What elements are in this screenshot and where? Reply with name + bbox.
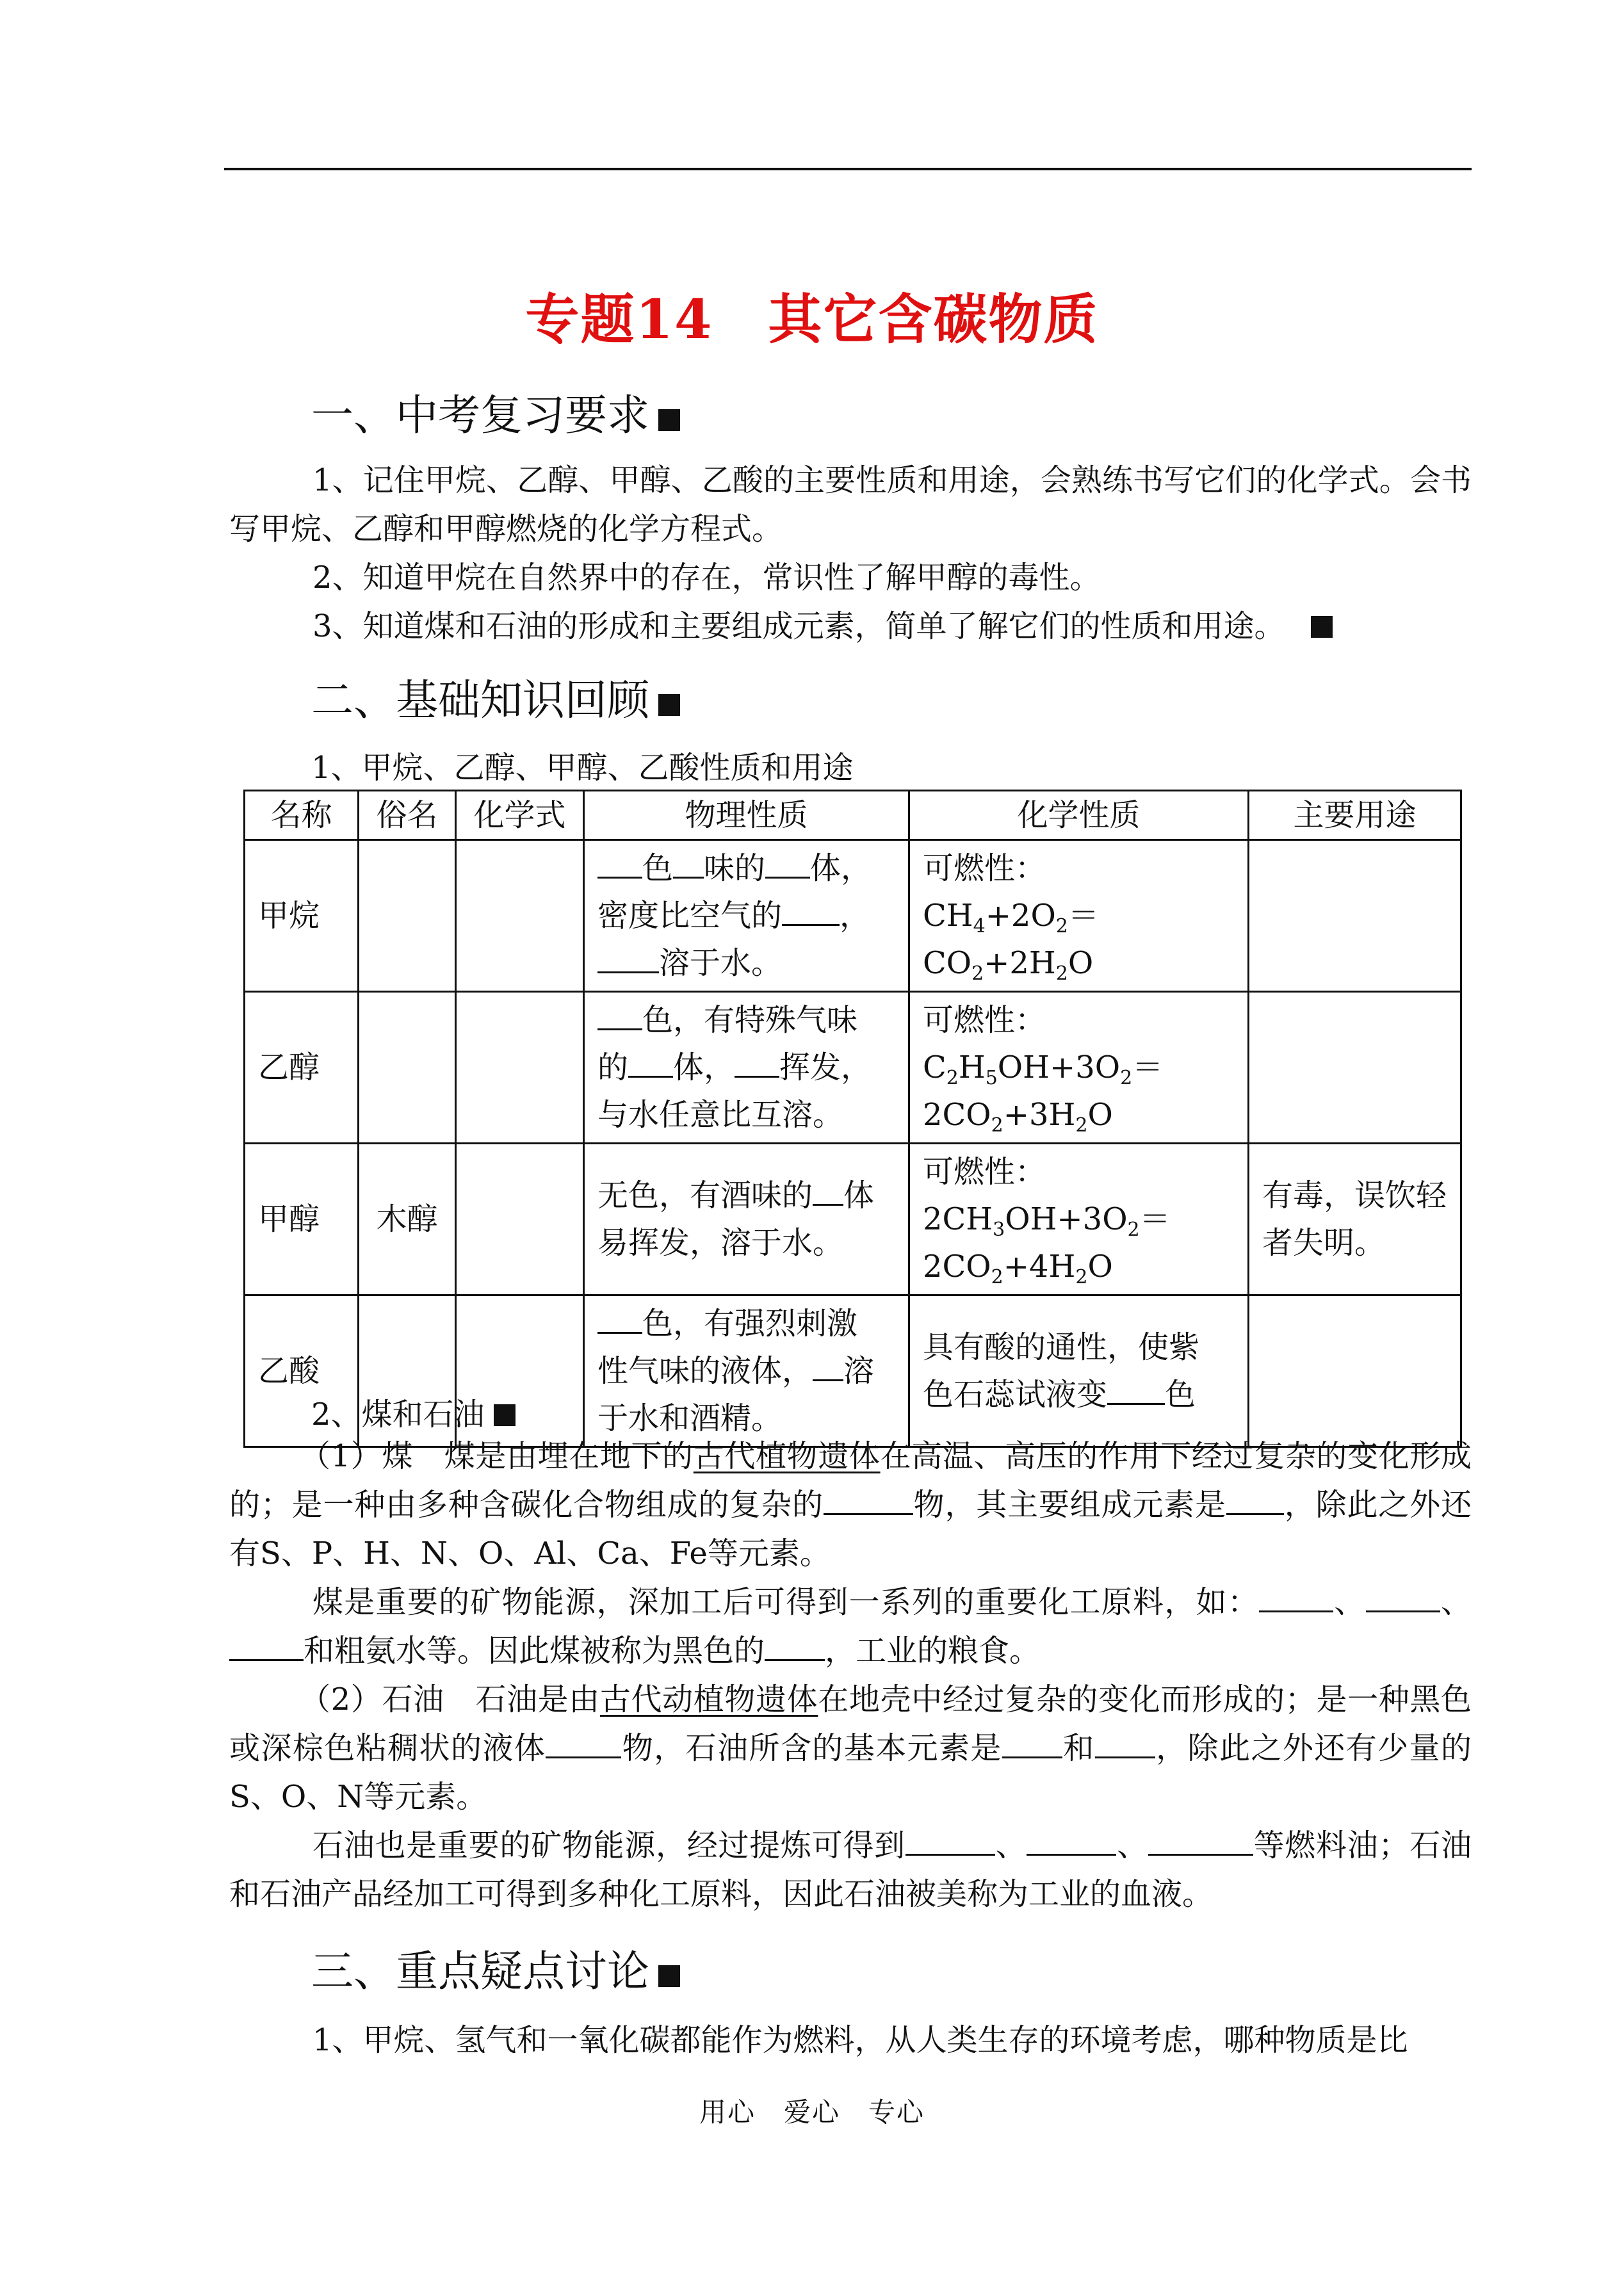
- page-title: 专题14 其它含碳物质: [525, 288, 1099, 351]
- cell-use: [1249, 1295, 1461, 1447]
- cell-use: 有毒，误饮轻者失明。: [1249, 1144, 1461, 1295]
- requirement-3-text: 3、知道煤和石油的形成和主要组成元素，简单了解它们的性质和用途。: [313, 608, 1285, 644]
- text: 味的: [704, 850, 766, 886]
- coal-oil-heading: [311, 1390, 516, 1434]
- text: 色，有强烈刺激: [642, 1306, 858, 1342]
- underlined-text: 古代动植物遗体: [599, 1682, 818, 1717]
- text: 物，其主要组成元素是: [913, 1487, 1226, 1523]
- cell-name: 乙醇: [245, 992, 359, 1144]
- discussion-1: 1、甲烷、氢气和一氧化碳都能作为燃料，从人类生存的环境考虑，哪种物质是比: [313, 2022, 1408, 2058]
- text: 色石蕊试液变: [923, 1377, 1108, 1413]
- text: 挥发，: [779, 1050, 872, 1085]
- section-heading-basics: [311, 666, 680, 727]
- table-header-row: [245, 791, 1461, 840]
- blank-line: [1226, 1488, 1284, 1515]
- cell-chemical: [909, 992, 1249, 1144]
- text: 溶: [843, 1353, 875, 1389]
- cell-formula: [456, 840, 584, 992]
- blank-line: [765, 1634, 825, 1661]
- text: 等燃料油；石油和石油产品经加工可得到多种化工原料，因此石油被美称为工业的血液。: [229, 1828, 1472, 1912]
- header-use: 主要用途: [1249, 791, 1461, 840]
- square-bullet-icon: [658, 694, 680, 716]
- underlined-text: 古代植物遗体: [693, 1438, 881, 1474]
- square-bullet-icon: [658, 409, 680, 431]
- blank-line: [782, 898, 840, 926]
- cell-physical: [584, 992, 909, 1144]
- equation: $C_2H_5OH+3O_2=2CO_2+3H_2O$: [923, 1050, 1164, 1137]
- header-rule: [224, 168, 1472, 170]
- chem-label: 可燃性：: [923, 1002, 1046, 1038]
- coal-uses-paragraph: [229, 1578, 1472, 1675]
- text: 、: [1440, 1584, 1472, 1620]
- cell-alias: [359, 840, 456, 992]
- cell-use: [1249, 992, 1461, 1144]
- cell-name: 乙酸: [245, 1295, 359, 1447]
- text: 与水任意比互溶。: [597, 1097, 844, 1133]
- text: 物，石油所含的基本元素是: [621, 1730, 1002, 1766]
- blank-line: [1259, 1585, 1333, 1612]
- equation: $2CH_3OH+3O_2=2CO_2+4H_2O$: [923, 1201, 1171, 1288]
- heading-text: 2、煤和石油: [311, 1397, 485, 1432]
- blank-line: [673, 851, 704, 879]
- blank-line: [735, 1050, 779, 1078]
- section-heading-text: 二、基础知识回顾: [311, 676, 649, 725]
- blank-line: [546, 1731, 621, 1758]
- text: 在地壳中经过复杂的变化而形成的；是一种黑色或深棕色粘稠状的液体: [229, 1682, 1472, 1766]
- text: 的: [597, 1050, 629, 1085]
- cell-chemical: [909, 1295, 1249, 1447]
- blank-line: [628, 1050, 673, 1078]
- coal-paragraph: [229, 1432, 1472, 1578]
- oil-paragraph: [229, 1675, 1472, 1821]
- header-alias: 俗名: [359, 791, 456, 840]
- cell-formula: [456, 1144, 584, 1295]
- header-chemical: 化学性质: [909, 791, 1249, 840]
- section-heading-requirements: [311, 381, 680, 442]
- text: （2）石油 石油是由: [300, 1682, 600, 1717]
- text: 在高温、高压的作用下经过复杂的变化形成的；是一种由多种含碳化合物组成的复杂的: [229, 1438, 1472, 1523]
- text: 密度比空气的: [597, 898, 783, 934]
- cell-name: 甲醇: [245, 1144, 359, 1295]
- text: 、: [995, 1828, 1027, 1863]
- cell-name: 甲烷: [245, 840, 359, 992]
- text: 石油也是重要的矿物能源，经过提炼可得到: [313, 1828, 905, 1863]
- blank-line: [813, 1354, 843, 1381]
- header-physical: 物理性质: [584, 791, 909, 840]
- blank-line: [1002, 1731, 1062, 1758]
- text: ，: [840, 898, 871, 934]
- text: 和粗氨水等。因此煤被称为黑色的: [304, 1633, 765, 1669]
- text: 色: [1165, 1377, 1196, 1413]
- text: 易挥发，溶于水。: [597, 1225, 844, 1261]
- text: 色，有特殊气味: [642, 1002, 858, 1038]
- blank-line: [1366, 1585, 1440, 1612]
- header-formula: 化学式: [456, 791, 584, 840]
- cell-physical: [584, 1144, 909, 1295]
- blank-line: [597, 1003, 642, 1030]
- square-bullet-icon: [658, 1965, 680, 1987]
- equation: $CH_4+2O_2=CO_2+2H_2O$: [923, 898, 1099, 985]
- blank-line: [1027, 1828, 1116, 1856]
- footer: 用心 爱心 专心: [699, 2096, 925, 2128]
- blank-line: [824, 1488, 913, 1515]
- requirement-2: 2、知道甲烷在自然界中的存在，常识性了解甲醇的毒性。: [313, 560, 1101, 596]
- table-row: [245, 840, 1461, 992]
- blank-line: [905, 1828, 995, 1856]
- requirement-1: 1、记住甲烷、乙醇、甲醇、乙酸的主要性质和用途，会熟练书写它们的化学式。会书写甲烷、乙醇和甲醇燃烧的化学方程式。: [229, 462, 1472, 547]
- cell-physical: [584, 840, 909, 992]
- blank-line: [1095, 1731, 1155, 1758]
- text: 体: [843, 1178, 875, 1213]
- text: ，工业的粮食。: [825, 1633, 1041, 1669]
- text: 溶于水。: [659, 945, 783, 981]
- text: 性气味的液体，: [597, 1353, 813, 1389]
- text: （1）煤 煤是由埋在地下的: [300, 1438, 694, 1474]
- oil-uses-paragraph: [229, 1821, 1472, 1918]
- table-row: [245, 992, 1461, 1144]
- square-bullet-icon: [1311, 616, 1333, 638]
- text: 体，: [673, 1050, 735, 1085]
- text: 具有酸的通性，使紫: [923, 1329, 1200, 1365]
- blank-line: [1107, 1377, 1165, 1405]
- text: ，除此之外还有S、P、H、N、O、Al、Ca、Fe等元素。: [229, 1487, 1472, 1571]
- text: 无色，有酒味的: [597, 1178, 813, 1213]
- blank-line: [229, 1634, 304, 1661]
- cell-use: [1249, 840, 1461, 992]
- text: 煤是重要的矿物能源，深加工后可得到一系列的重要化工原料，如：: [313, 1584, 1260, 1620]
- cell-alias: [359, 992, 456, 1144]
- text: 体，: [810, 850, 872, 886]
- section-heading-text: 三、重点疑点讨论: [311, 1947, 649, 1996]
- cell-chemical: [909, 840, 1249, 992]
- square-bullet-icon: [494, 1404, 516, 1426]
- text: 和: [1062, 1730, 1095, 1766]
- blank-line: [1148, 1828, 1253, 1856]
- header-name: 名称: [245, 791, 359, 840]
- requirement-3: [229, 602, 1472, 651]
- blank-line: [597, 946, 659, 973]
- text: 、: [1333, 1584, 1366, 1620]
- text: ，除此之外还有少量的S、O、N等元素。: [229, 1730, 1472, 1815]
- blank-line: [597, 1306, 642, 1334]
- text: 、: [1116, 1828, 1148, 1863]
- cell-formula: [456, 992, 584, 1144]
- blank-line: [597, 851, 642, 879]
- table-caption: 1、甲烷、乙醇、甲醇、乙酸性质和用途: [311, 750, 854, 786]
- properties-table: [243, 790, 1462, 1448]
- chem-label: 可燃性：: [923, 1154, 1046, 1190]
- cell-physical: [584, 1295, 909, 1447]
- section-heading-discussion: [311, 1937, 680, 1998]
- table-row: [245, 1144, 1461, 1295]
- chem-label: 可燃性：: [923, 850, 1046, 886]
- text: 色: [642, 850, 674, 886]
- text: 于水和酒精。: [597, 1400, 783, 1436]
- blank-line: [765, 851, 810, 879]
- blank-line: [813, 1178, 843, 1206]
- cell-alias: 木醇: [359, 1144, 456, 1295]
- section-heading-text: 一、中考复习要求: [311, 391, 649, 440]
- cell-chemical: [909, 1144, 1249, 1295]
